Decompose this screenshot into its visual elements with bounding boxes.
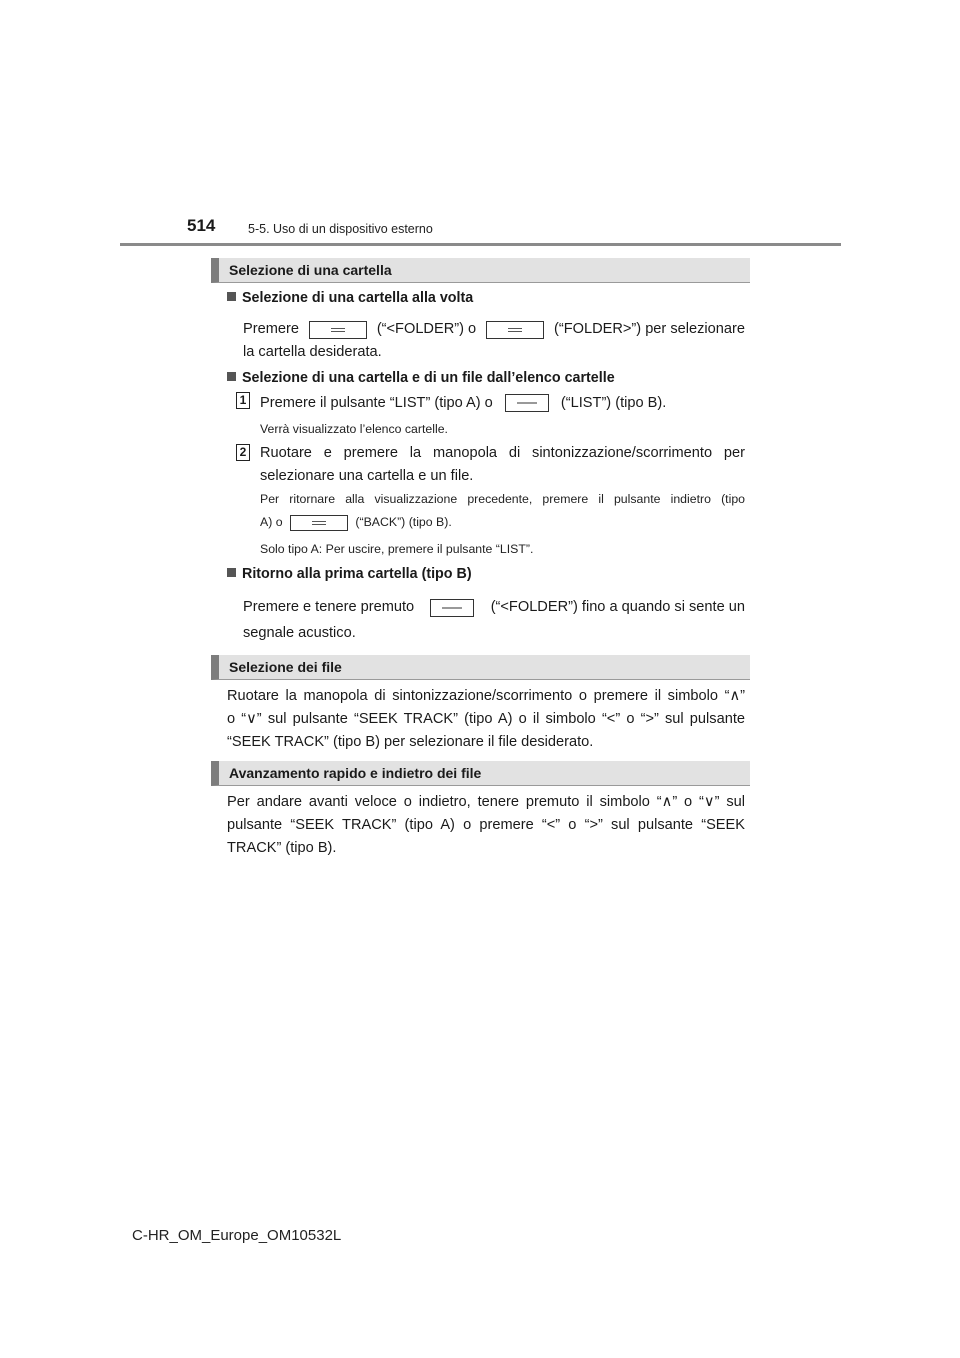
paragraph-line: pulsante “SEEK TRACK” (tipo A) o premere “<” o “>” sul pulsante “SEEK: [227, 817, 745, 833]
paragraph-line: Per andare avanti veloce o indietro, tenere premuto il simbolo “∧” o “∨” sul: [227, 794, 745, 810]
folder-next-button-icon: [486, 321, 544, 339]
paragraph-line: “SEEK TRACK” (tipo B) per selezionare il file desiderato.: [227, 734, 594, 750]
note-line: [260, 511, 745, 534]
text-run: (“<FOLDER”) fino a quando si sente un: [490, 599, 745, 615]
paragraph-line: TRACK” (tipo B).: [227, 840, 337, 856]
paragraph-line: o “∨” sul pulsante “SEEK TRACK” (tipo A) o il simbolo “<” o “>” sul pulsante: [227, 711, 745, 727]
paragraph-folder-one-at-a-time: [243, 318, 745, 364]
header-rule: [120, 243, 841, 246]
text-run: (“LIST”) (tipo B).: [560, 395, 667, 411]
text-run: Premere e tenere premuto: [243, 599, 415, 615]
step-1-note: Verrà visualizzato l’elenco cartelle.: [260, 422, 448, 436]
text-run: A) o: [260, 515, 283, 529]
paragraph-file-selection: [227, 685, 745, 754]
step-2-line: selezionare una cartella e un file.: [260, 468, 474, 484]
paragraph-line: Ruotare la manopola di sintonizzazione/scorrimento o premere il simbolo “∧”: [227, 688, 745, 704]
paragraph-line: la cartella desiderata.: [243, 344, 382, 360]
back-button-icon: [290, 515, 348, 531]
paragraph-line: segnale acustico.: [243, 625, 356, 641]
step-1-text: [260, 392, 745, 415]
subheading-folder-file-list: [227, 368, 615, 388]
paragraph-return-first-folder: [243, 596, 745, 645]
square-bullet-icon: [227, 568, 236, 577]
paragraph-line: [243, 318, 745, 341]
text-run: (“FOLDER>”) per selezionare: [553, 321, 745, 337]
square-bullet-icon: [227, 292, 236, 301]
step-2-line: Ruotare e premere la manopola di sintonizzazione/scorrimento per: [260, 445, 745, 461]
text-run: (“<FOLDER”) o: [376, 321, 477, 337]
text-run: Premere il pulsante “LIST” (tipo A) o: [260, 395, 493, 411]
chapter-section-label: 5-5. Uso di un dispositivo esterno: [248, 222, 433, 236]
subheading-return-first-folder: [227, 564, 472, 584]
square-bullet-icon: [227, 372, 236, 381]
subheading-text: Selezione di una cartella e di un file dall’elenco cartelle: [242, 370, 615, 386]
subheading-folder-one-at-a-time: [227, 288, 473, 308]
manual-code-footer: C-HR_OM_Europe_OM10532L: [132, 1227, 342, 1244]
step-2-text: [260, 442, 745, 488]
paragraph-line: [243, 596, 745, 619]
folder-hold-button-icon: [430, 599, 474, 617]
folder-prev-button-icon: [309, 321, 367, 339]
paragraph-fast-forward: [227, 791, 745, 860]
list-button-icon: [505, 394, 549, 412]
text-run: Premere: [243, 321, 299, 337]
subheading-text: Ritorno alla prima cartella (tipo B): [242, 566, 472, 582]
subheading-text: Selezione di una cartella alla volta: [242, 290, 474, 306]
section-title-folder-selection: Selezione di una cartella: [211, 258, 750, 283]
page-number: 514: [187, 216, 216, 235]
text-run: (“BACK”) (tipo B).: [355, 515, 452, 529]
section-title-fast-forward: Avanzamento rapido e indietro dei file: [211, 761, 750, 786]
step-number-badge: 2: [236, 444, 250, 461]
section-title-file-selection: Selezione dei file: [211, 655, 750, 680]
step-2-note-exit: Solo tipo A: Per uscire, premere il pulsante “LIST”.: [260, 542, 534, 556]
note-line: Per ritornare alla visualizzazione precedente, premere il pulsante indietro (tipo: [260, 492, 745, 506]
step-number-badge: 1: [236, 392, 250, 409]
step-2-note-back: [260, 488, 745, 534]
